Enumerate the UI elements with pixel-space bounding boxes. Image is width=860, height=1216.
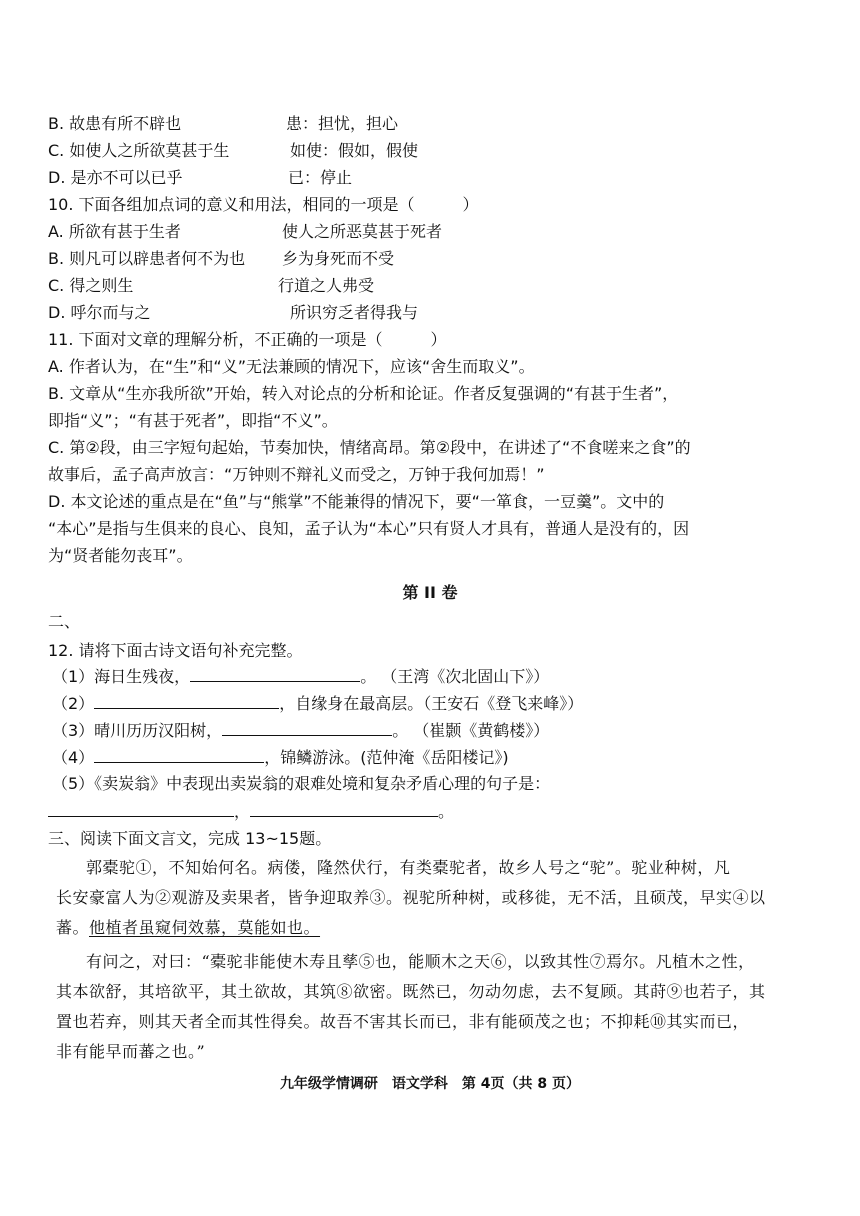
q12-item-5-separator: ， [234, 802, 251, 821]
q11-line: “本心”是指与生俱来的良心、良知，孟子认为“本心”只有贤人才具有，普通人是没有的，因 [48, 519, 690, 538]
q12-item-3 [52, 719, 549, 742]
q10-option-b-right: 乡为身死而不受 [282, 249, 395, 268]
q12-item-4-prefix: （4） [52, 748, 95, 767]
answer-blank[interactable] [94, 692, 279, 709]
q11-line: 即指“义”；“有甚于死者”，即指“不义”。 [48, 411, 338, 430]
q12-item-1-prefix: （1）海日生残夜， [52, 667, 191, 686]
q10-option-c-left: C. 得之则生 [48, 276, 134, 295]
underlined-sentence: 他植者虽窥伺效慕，莫能如也。 [89, 918, 321, 937]
answer-blank[interactable] [190, 665, 360, 682]
q11-line: D. 本文论述的重点是在“鱼”与“熊掌”不能兼得的情况下，要“一箪食，一豆羹”。文中的 [48, 492, 665, 511]
part-two-heading: 二、 [48, 612, 81, 631]
q10-stem: 10. 下面各组加点词的意义和用法，相同的一项是（ ） [48, 195, 479, 214]
q11-line: A. 作者认为，在“生”和“义”无法兼顾的情况下，应该“舍生而取义”。 [48, 357, 535, 376]
q12-item-3-suffix: 。 （崔颢《黄鹤楼》） [392, 721, 550, 740]
passage-text: 蕃。 [56, 918, 90, 937]
q12-item-1 [52, 665, 549, 688]
q12-item-2-suffix: ，自缘身在最高层。（王安石《登飞来峰》） [279, 694, 584, 713]
q10-option-d-left: D. 呼尔而与之 [48, 303, 151, 322]
q9-option-c: C. 如使人之所欲莫甚于生 [48, 141, 230, 160]
q9-option-b: B. 故患有所不辟也 [48, 114, 182, 133]
q12-item-2 [52, 692, 583, 715]
passage-line: 郭橐驼①，不知始何名。病偻，隆然伏行，有类橐驼者，故乡人号之“驼”。驼业种树，凡 [86, 858, 731, 877]
q11-line: C. 第②段，由三字短句起始，节奏加快，情绪高昂。第②段中，在讲述了“不食嗟来之食”的 [48, 438, 691, 457]
q11-stem: 11. 下面对文章的理解分析，不正确的一项是（ ） [48, 330, 447, 349]
q10-option-c-right: 行道之人弗受 [278, 276, 375, 295]
part-three-heading: 三、阅读下面文言文，完成 13~15题。 [48, 829, 332, 848]
page-footer: 九年级学情调研 语文学科 第 4页（共 8 页） [279, 1076, 581, 1092]
q9-option-b-note: 患：担忧，担心 [286, 114, 399, 133]
q10-option-d-right: 所识穷乏者得我与 [290, 303, 419, 322]
q12-item-5-blanks [48, 800, 454, 823]
q10-option-a-right: 使人之所恶莫甚于死者 [282, 222, 443, 241]
q10-option-a-left: A. 所欲有甚于生者 [48, 222, 181, 241]
passage-line: 其本欲舒，其培欲平，其土欲故，其筑⑧欲密。既然已，勿动勿虑，去不复顾。其莳⑨也若子，其 [56, 982, 766, 1001]
q12-item-4 [52, 746, 509, 769]
answer-blank[interactable] [48, 800, 234, 817]
q12-item-5-end: 。 [438, 802, 455, 821]
passage-line [56, 917, 320, 939]
q9-option-d-note: 已：停止 [288, 168, 353, 187]
q9-option-c-note: 如使：假如，假使 [290, 141, 419, 160]
q10-option-b-left: B. 则凡可以辟患者何不为也 [48, 249, 246, 268]
q12-item-4-suffix: ，锦鳞游泳。(范仲淹《岳阳楼记》) [264, 748, 509, 767]
q12-item-2-prefix: （2） [52, 694, 95, 713]
answer-blank[interactable] [94, 746, 264, 763]
q12-item-5: （5）《卖炭翁》中表现出卖炭翁的艰难处境和复杂矛盾心理的句子是： [52, 774, 551, 793]
q11-line: B. 文章从“生亦我所欲”开始，转入对论点的分析和论证。作者反复强调的“有甚于生者”， [48, 384, 679, 403]
passage-line: 长安豪富人为②观游及卖果者，皆争迎取养③。视驼所种树，或移徙，无不活，且硕茂，早实④以 [56, 888, 766, 907]
volume-title: 第 II 卷 [402, 583, 458, 602]
q12-item-3-prefix: （3）晴川历历汉阳树， [52, 721, 223, 740]
answer-blank[interactable] [222, 719, 392, 736]
q11-line: 为“贤者能勿丧耳”。 [48, 546, 193, 565]
q9-option-d: D. 是亦不可以已乎 [48, 168, 183, 187]
passage-line: 非有能早而蕃之也。” [56, 1042, 206, 1061]
passage-line: 置也若弃，则其天者全而其性得矣。故吾不害其长而已，非有能硕茂之也；不抑耗⑩其实而已， [56, 1012, 750, 1031]
q12-stem: 12. 请将下面古诗文语句补充完整。 [48, 641, 303, 660]
q12-item-1-suffix: 。 （王湾《次北固山下》） [360, 667, 550, 686]
q11-line: 故事后，孟子高声放言：“万钟则不辩礼义而受之，万钟于我何加焉！” [48, 465, 545, 484]
passage-line: 有问之，对曰：“橐驼非能使木寿且孳⑤也，能顺木之天⑥，以致其性⑦焉尔。凡植木之性， [86, 952, 755, 971]
answer-blank[interactable] [250, 800, 438, 817]
